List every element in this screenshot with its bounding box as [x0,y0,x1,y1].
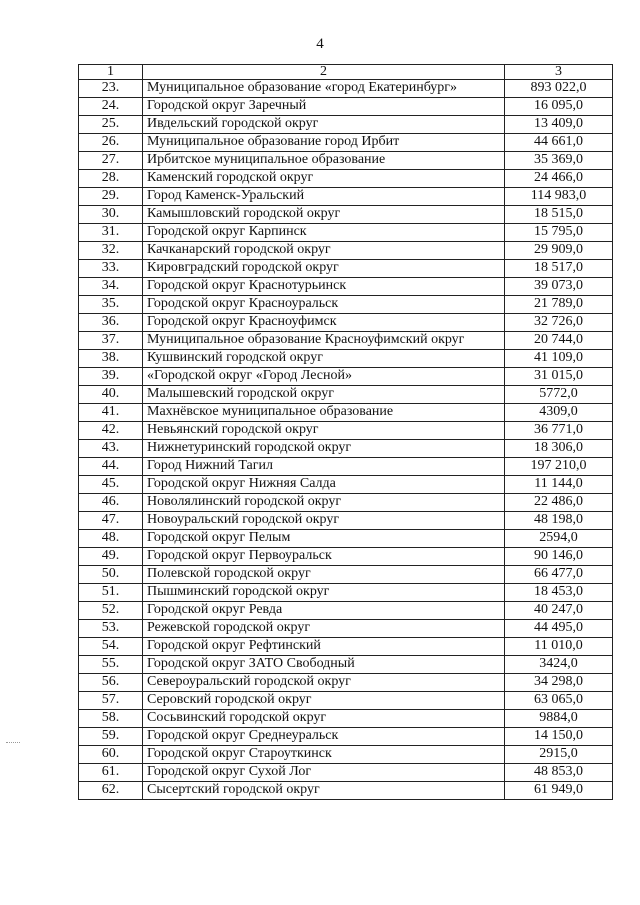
row-value: 29 909,0 [505,242,613,260]
row-value: 24 466,0 [505,170,613,188]
row-number: 39. [79,368,143,386]
row-value: 35 369,0 [505,152,613,170]
row-name: Камышловский городской округ [143,206,505,224]
row-value: 90 146,0 [505,548,613,566]
row-number: 30. [79,206,143,224]
table-row [79,458,613,476]
table-row [79,476,613,494]
row-name: Кировградский городской округ [143,260,505,278]
table-row [79,368,613,386]
row-name: Ирбитское муниципальное образование [143,152,505,170]
row-name: Городской округ Краснотурьинск [143,278,505,296]
row-number: 55. [79,656,143,674]
header-col-2: 2 [143,65,505,80]
row-number: 38. [79,350,143,368]
row-number: 51. [79,584,143,602]
row-value: 13 409,0 [505,116,613,134]
row-number: 26. [79,134,143,152]
row-value: 5772,0 [505,386,613,404]
row-number: 44. [79,458,143,476]
row-number: 40. [79,386,143,404]
row-number: 60. [79,746,143,764]
row-name: Сосьвинский городской округ [143,710,505,728]
row-value: 39 073,0 [505,278,613,296]
row-name: Новолялинский городской округ [143,494,505,512]
row-number: 54. [79,638,143,656]
table-row [79,674,613,692]
row-name: Городской округ Заречный [143,98,505,116]
table-row [79,656,613,674]
row-value: 61 949,0 [505,782,613,800]
row-number: 37. [79,332,143,350]
row-value: 18 517,0 [505,260,613,278]
table-row [79,404,613,422]
row-number: 29. [79,188,143,206]
table-row [79,494,613,512]
row-value: 22 486,0 [505,494,613,512]
row-number: 62. [79,782,143,800]
row-value: 11 010,0 [505,638,613,656]
row-name: Пышминский городской округ [143,584,505,602]
table-row [79,350,613,368]
table-row [79,692,613,710]
row-number: 28. [79,170,143,188]
row-value: 11 144,0 [505,476,613,494]
row-value: 20 744,0 [505,332,613,350]
row-number: 32. [79,242,143,260]
header-col-3: 3 [505,65,613,80]
row-value: 16 095,0 [505,98,613,116]
row-name: Режевской городской округ [143,620,505,638]
table-row [79,296,613,314]
row-name: Каменский городской округ [143,170,505,188]
row-name: Городской округ Красноуральск [143,296,505,314]
table-row [79,386,613,404]
row-number: 57. [79,692,143,710]
row-name: Городской округ Рефтинский [143,638,505,656]
row-number: 35. [79,296,143,314]
table-row [79,746,613,764]
row-number: 50. [79,566,143,584]
row-value: 2915,0 [505,746,613,764]
table-row [79,530,613,548]
row-value: 893 022,0 [505,80,613,98]
row-name: Малышевский городской округ [143,386,505,404]
row-number: 47. [79,512,143,530]
row-number: 31. [79,224,143,242]
row-name: Полевской городской округ [143,566,505,584]
row-value: 114 983,0 [505,188,613,206]
table-row [79,638,613,656]
row-name: Городской округ Ревда [143,602,505,620]
row-name: Городской округ Красноуфимск [143,314,505,332]
row-name: Город Каменск-Уральский [143,188,505,206]
row-value: 63 065,0 [505,692,613,710]
row-value: 66 477,0 [505,566,613,584]
table-row [79,116,613,134]
row-value: 44 661,0 [505,134,613,152]
row-number: 61. [79,764,143,782]
row-number: 45. [79,476,143,494]
table-row [79,188,613,206]
table-row [79,602,613,620]
row-name: Городской округ Сухой Лог [143,764,505,782]
allocation-table [78,64,613,800]
row-name: Серовский городской округ [143,692,505,710]
row-name: Сысертский городской округ [143,782,505,800]
row-number: 58. [79,710,143,728]
table-row [79,260,613,278]
row-name: Городской округ Староуткинск [143,746,505,764]
row-value: 15 795,0 [505,224,613,242]
row-name: Городской округ Пелым [143,530,505,548]
row-name: Городской округ Среднеуральск [143,728,505,746]
row-value: 32 726,0 [505,314,613,332]
row-name: Муниципальное образование Красноуфимский округ [143,332,505,350]
row-name: Кушвинский городской округ [143,350,505,368]
table-row [79,278,613,296]
row-value: 36 771,0 [505,422,613,440]
table-row [79,134,613,152]
row-value: 18 515,0 [505,206,613,224]
row-name: Городской округ Карпинск [143,224,505,242]
row-value: 21 789,0 [505,296,613,314]
table-row [79,314,613,332]
table-row [79,242,613,260]
table-row [79,620,613,638]
row-name: Городской округ ЗАТО Свободный [143,656,505,674]
row-value: 2594,0 [505,530,613,548]
row-value: 18 306,0 [505,440,613,458]
table-row [79,152,613,170]
row-number: 41. [79,404,143,422]
row-number: 33. [79,260,143,278]
table-row [79,206,613,224]
row-value: 197 210,0 [505,458,613,476]
table-row [79,80,613,98]
table-row [79,170,613,188]
row-name: Ивдельский городской округ [143,116,505,134]
row-number: 36. [79,314,143,332]
table-row [79,512,613,530]
row-name: Махнёвское муниципальное образование [143,404,505,422]
row-number: 34. [79,278,143,296]
row-value: 41 109,0 [505,350,613,368]
table-header-row [79,65,613,80]
row-number: 23. [79,80,143,98]
row-number: 46. [79,494,143,512]
margin-mark [6,742,20,744]
table-row [79,764,613,782]
row-number: 59. [79,728,143,746]
table-row [79,728,613,746]
table-row [79,332,613,350]
row-number: 24. [79,98,143,116]
row-value: 31 015,0 [505,368,613,386]
row-value: 18 453,0 [505,584,613,602]
row-value: 14 150,0 [505,728,613,746]
row-number: 53. [79,620,143,638]
row-value: 4309,0 [505,404,613,422]
row-number: 43. [79,440,143,458]
row-name: Новоуральский городской округ [143,512,505,530]
row-name: Муниципальное образование город Ирбит [143,134,505,152]
row-number: 25. [79,116,143,134]
row-name: Город Нижний Тагил [143,458,505,476]
table-row [79,98,613,116]
row-number: 48. [79,530,143,548]
row-number: 27. [79,152,143,170]
row-value: 40 247,0 [505,602,613,620]
row-name: Качканарский городской округ [143,242,505,260]
row-name: «Городской округ «Город Лесной» [143,368,505,386]
row-number: 42. [79,422,143,440]
row-number: 49. [79,548,143,566]
table-row [79,440,613,458]
table-row [79,548,613,566]
row-name: Нижнетуринский городской округ [143,440,505,458]
row-number: 52. [79,602,143,620]
header-col-1: 1 [79,65,143,80]
row-name: Муниципальное образование «город Екатеринбург» [143,80,505,98]
row-name: Городской округ Нижняя Салда [143,476,505,494]
table-row [79,710,613,728]
row-value: 9884,0 [505,710,613,728]
row-name: Североуральский городской округ [143,674,505,692]
table-row [79,224,613,242]
row-value: 48 853,0 [505,764,613,782]
row-value: 34 298,0 [505,674,613,692]
table-row [79,422,613,440]
page-number: 4 [316,36,324,52]
row-value: 3424,0 [505,656,613,674]
row-value: 48 198,0 [505,512,613,530]
row-name: Невьянский городской округ [143,422,505,440]
row-value: 44 495,0 [505,620,613,638]
table-row [79,782,613,800]
table-row [79,566,613,584]
table-row [79,584,613,602]
row-name: Городской округ Первоуральск [143,548,505,566]
row-number: 56. [79,674,143,692]
